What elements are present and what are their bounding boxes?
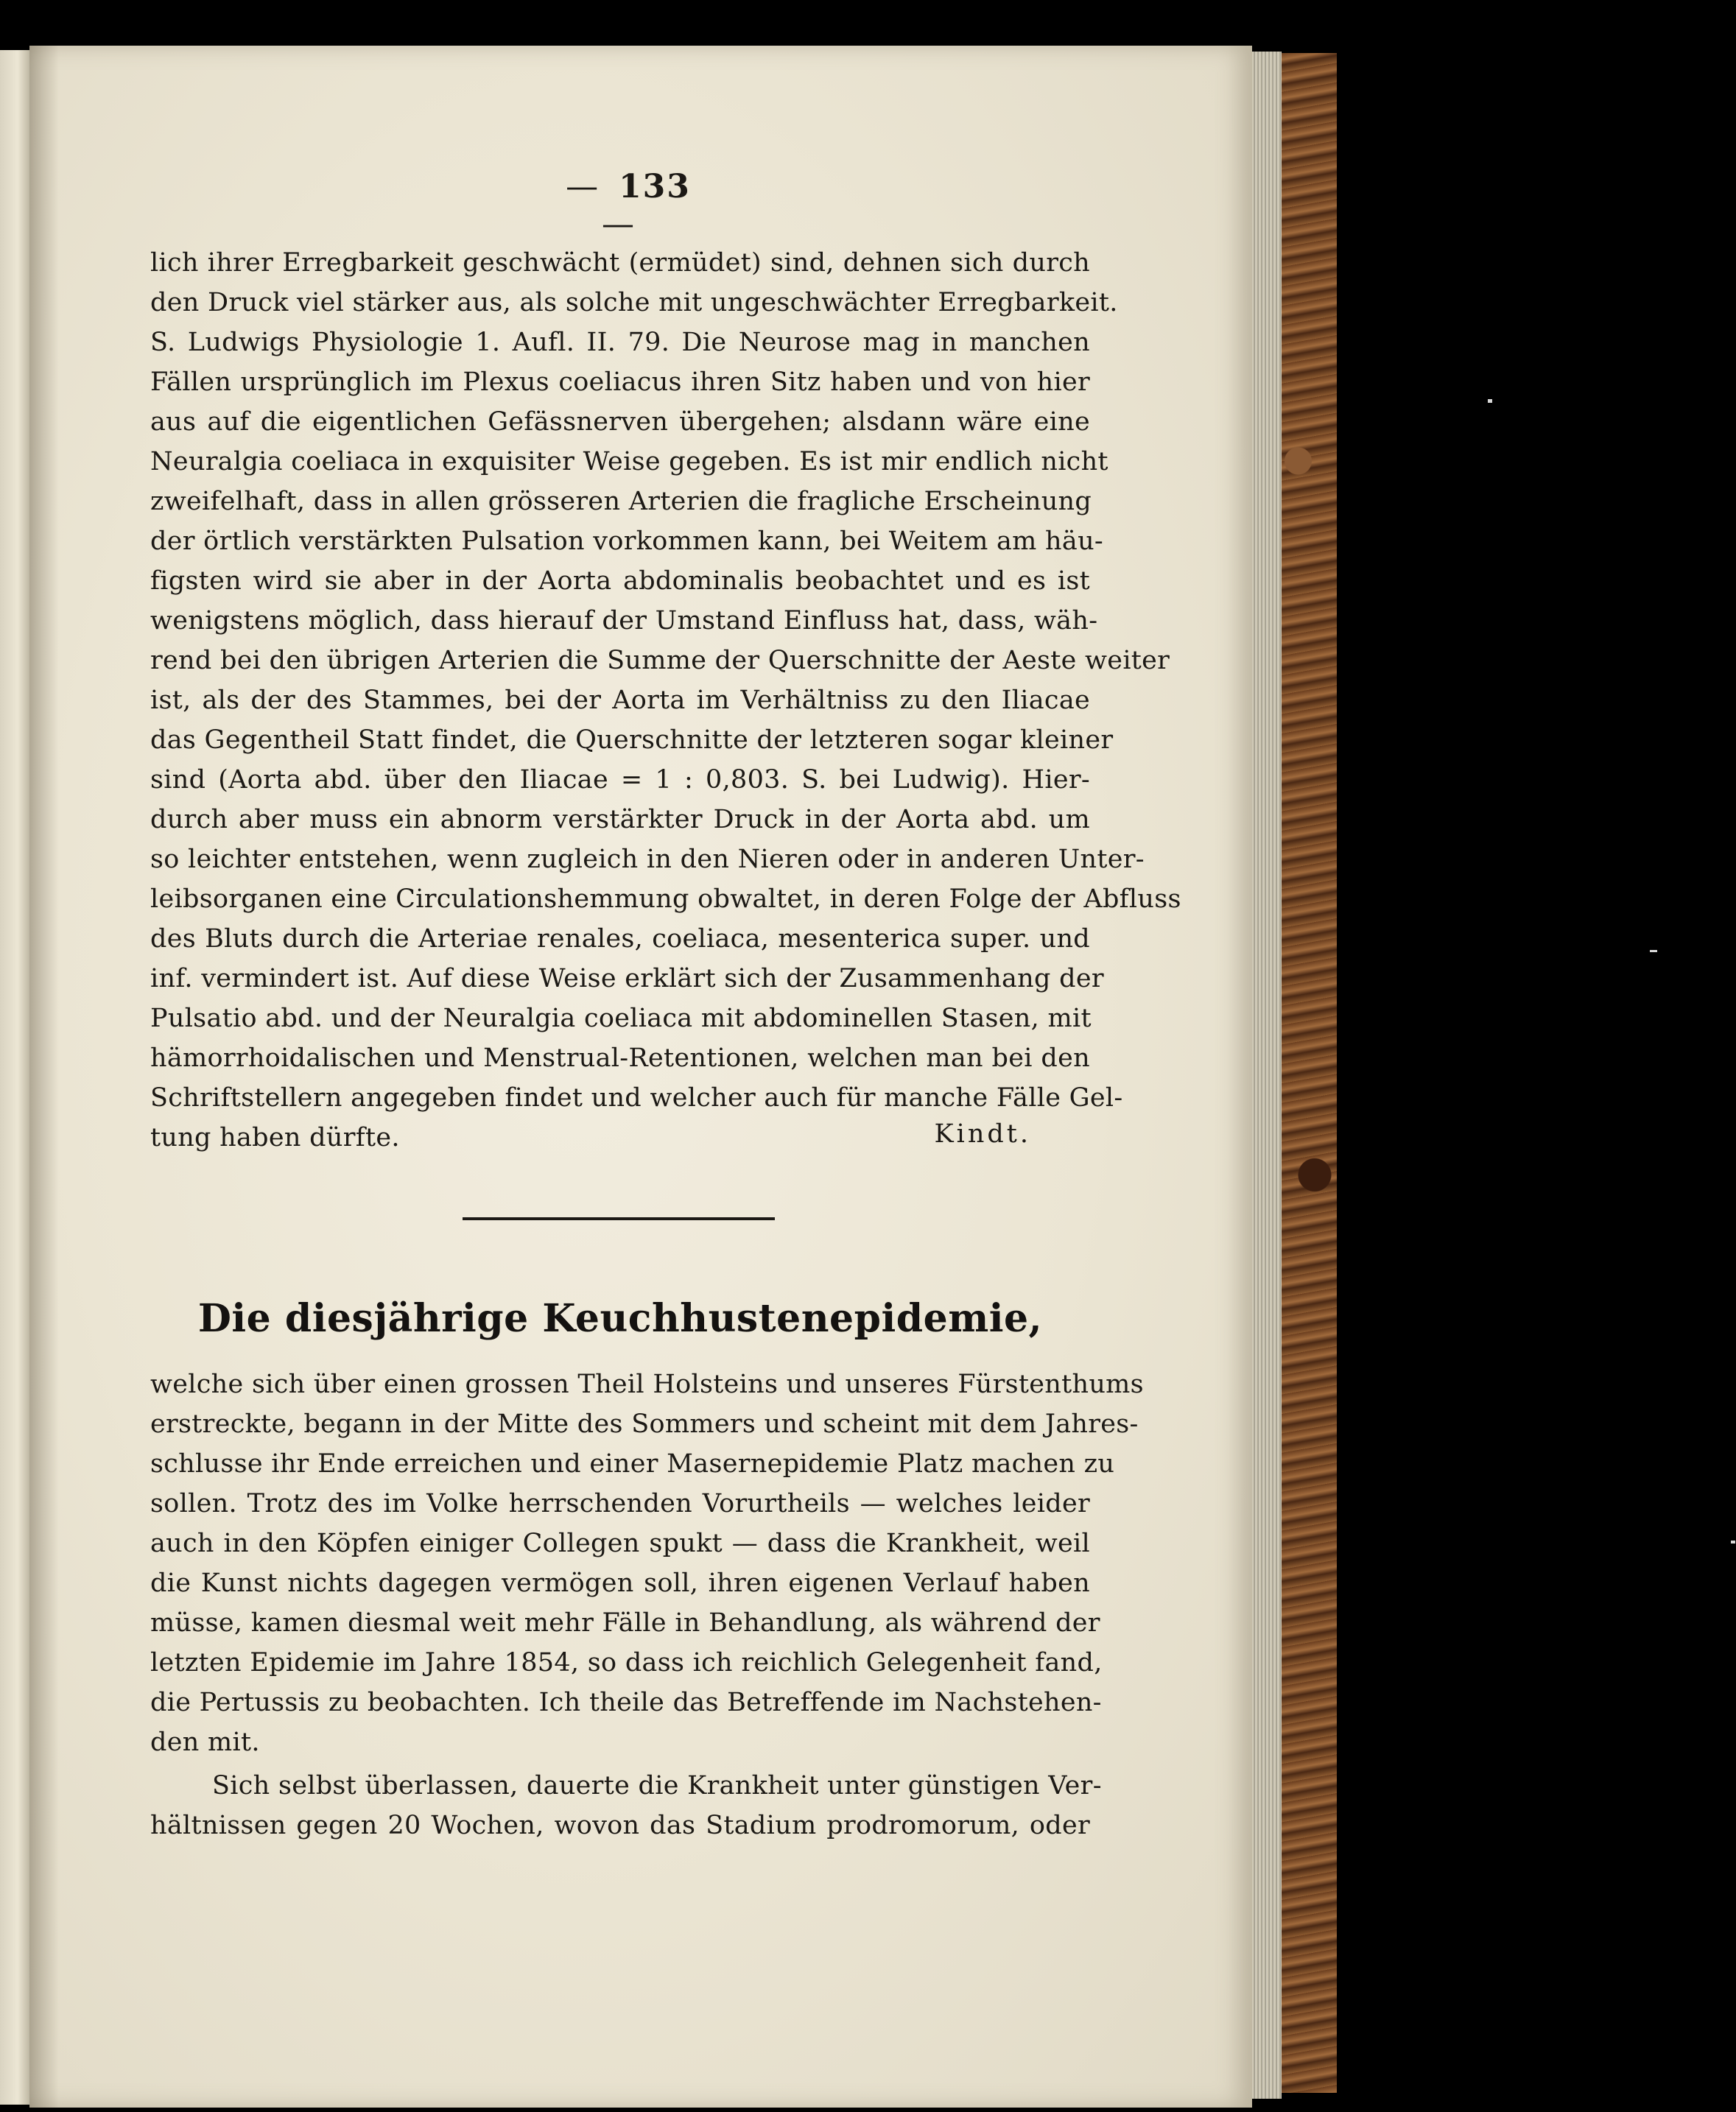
page-number [516, 168, 722, 243]
text-line: leibsorganen eine Circulationshemmung obwaltet, in deren Folge der Abfluss [150, 884, 1181, 914]
text-line: des Bluts durch die Arteriae renales, coeliaca, mesenterica super. und [150, 924, 1090, 954]
page-number-dash-left: — [566, 168, 600, 205]
text-line: die Pertussis zu beobachten. Ich theile das Betreffende im Nachstehen- [150, 1688, 1102, 1717]
text-line: müsse, kamen diesmal weit mehr Fälle in Behandlung, als während der [150, 1608, 1100, 1638]
text-line: aus auf die eigentlichen Gefässnerven übergehen; alsdann wäre eine [150, 407, 1090, 437]
text-line: ist, als der des Stammes, bei der Aorta im Verhältniss zu den Iliacae [150, 686, 1090, 715]
text-line: der örtlich verstärkten Pulsation vorkommen kann, bei Weitem am häu- [150, 527, 1104, 556]
text-line: Pulsatio abd. und der Neuralgia coeliaca mit abdominellen Stasen, mit [150, 1004, 1092, 1033]
text-line: figsten wird sie aber in der Aorta abdominalis beobachtet und es ist [150, 566, 1090, 596]
text-line: schlusse ihr Ende erreichen und einer Masernepidemie Platz machen zu [150, 1449, 1115, 1479]
text-line: Neuralgia coeliaca in exquisiter Weise gegeben. Es ist mir endlich nicht [150, 447, 1108, 476]
text-line: welche sich über einen grossen Theil Holsteins und unseres Fürstenthums [150, 1370, 1144, 1399]
text-line: den Druck viel stärker aus, als solche mit ungeschwächter Erregbarkeit. [150, 288, 1118, 317]
text-line: durch aber muss ein abnorm verstärkter Druck in der Aorta abd. um [150, 805, 1090, 834]
text-line: auch in den Köpfen einiger Collegen spukt — dass die Krankheit, weil [150, 1529, 1090, 1558]
text-line: lich ihrer Erregbarkeit geschwächt (ermüdet) sind, dehnen sich durch [150, 248, 1090, 278]
text-line: wenigstens möglich, dass hierauf der Umstand Einfluss hat, dass, wäh- [150, 606, 1098, 636]
text-line: so leichter entstehen, wenn zugleich in den Nieren oder in anderen Unter- [150, 845, 1145, 874]
text-line: hältnissen gegen 20 Wochen, wovon das Stadium prodromorum, oder [150, 1811, 1090, 1840]
text-line-last: tung haben dürfte. [150, 1123, 400, 1152]
text-line: das Gegentheil Statt findet, die Querschnitte der letzteren sogar kleiner [150, 725, 1114, 755]
text-line-last: den mit. [150, 1728, 260, 1757]
text-line: sind (Aorta abd. über den Iliacae = 1 : 0,803. S. bei Ludwig). Hier- [150, 765, 1090, 795]
dust-speck [1650, 950, 1657, 952]
text-line: sollen. Trotz des im Volke herrschenden Vorurtheils — welches leider [150, 1489, 1090, 1518]
page-number-value: 133 [619, 168, 691, 205]
text-line-indented: Sich selbst überlassen, dauerte die Krankheit unter günstigen Ver- [212, 1771, 1102, 1801]
text-line: die Kunst nichts dagegen vermögen soll, ihren eigenen Verlauf haben [150, 1569, 1090, 1598]
dust-speck [1731, 1541, 1735, 1543]
text-line: inf. vermindert ist. Auf diese Weise erklärt sich der Zusammenhang der [150, 964, 1104, 993]
text-line: erstreckte, begann in der Mitte des Sommers und scheint mit dem Jahres- [150, 1409, 1139, 1439]
text-line: letzten Epidemie im Jahre 1854, so dass ich reichlich Gelegenheit fand, [150, 1648, 1103, 1678]
author-signature: Kindt. [934, 1119, 1031, 1149]
text-line: zweifelhaft, dass in allen grösseren Arterien die fragliche Erscheinung [150, 487, 1092, 516]
gutter-shadow [29, 46, 59, 2108]
text-line: rend bei den übrigen Arterien die Summe der Querschnitte der Aeste weiter [150, 646, 1170, 675]
marbled-cover-edge [1282, 53, 1337, 2093]
section-divider [463, 1217, 775, 1220]
page-stack-edge [1252, 52, 1282, 2099]
dust-speck [1488, 399, 1492, 403]
article-heading: Die diesjährige Keuchhustenepidemie, [197, 1296, 1043, 1341]
text-line: S. Ludwigs Physiologie 1. Aufl. II. 79. Die Neurose mag in manchen [150, 328, 1090, 357]
text-line: hämorrhoidalischen und Menstrual-Retentionen, welchen man bei den [150, 1043, 1090, 1073]
left-page-edge [0, 50, 29, 2105]
page-number-dash-right: — [602, 205, 636, 243]
text-line: Fällen ursprünglich im Plexus coeliacus ihren Sitz haben und von hier [150, 367, 1090, 397]
text-line: Schriftstellern angegeben findet und welcher auch für manche Fälle Gel- [150, 1083, 1123, 1113]
